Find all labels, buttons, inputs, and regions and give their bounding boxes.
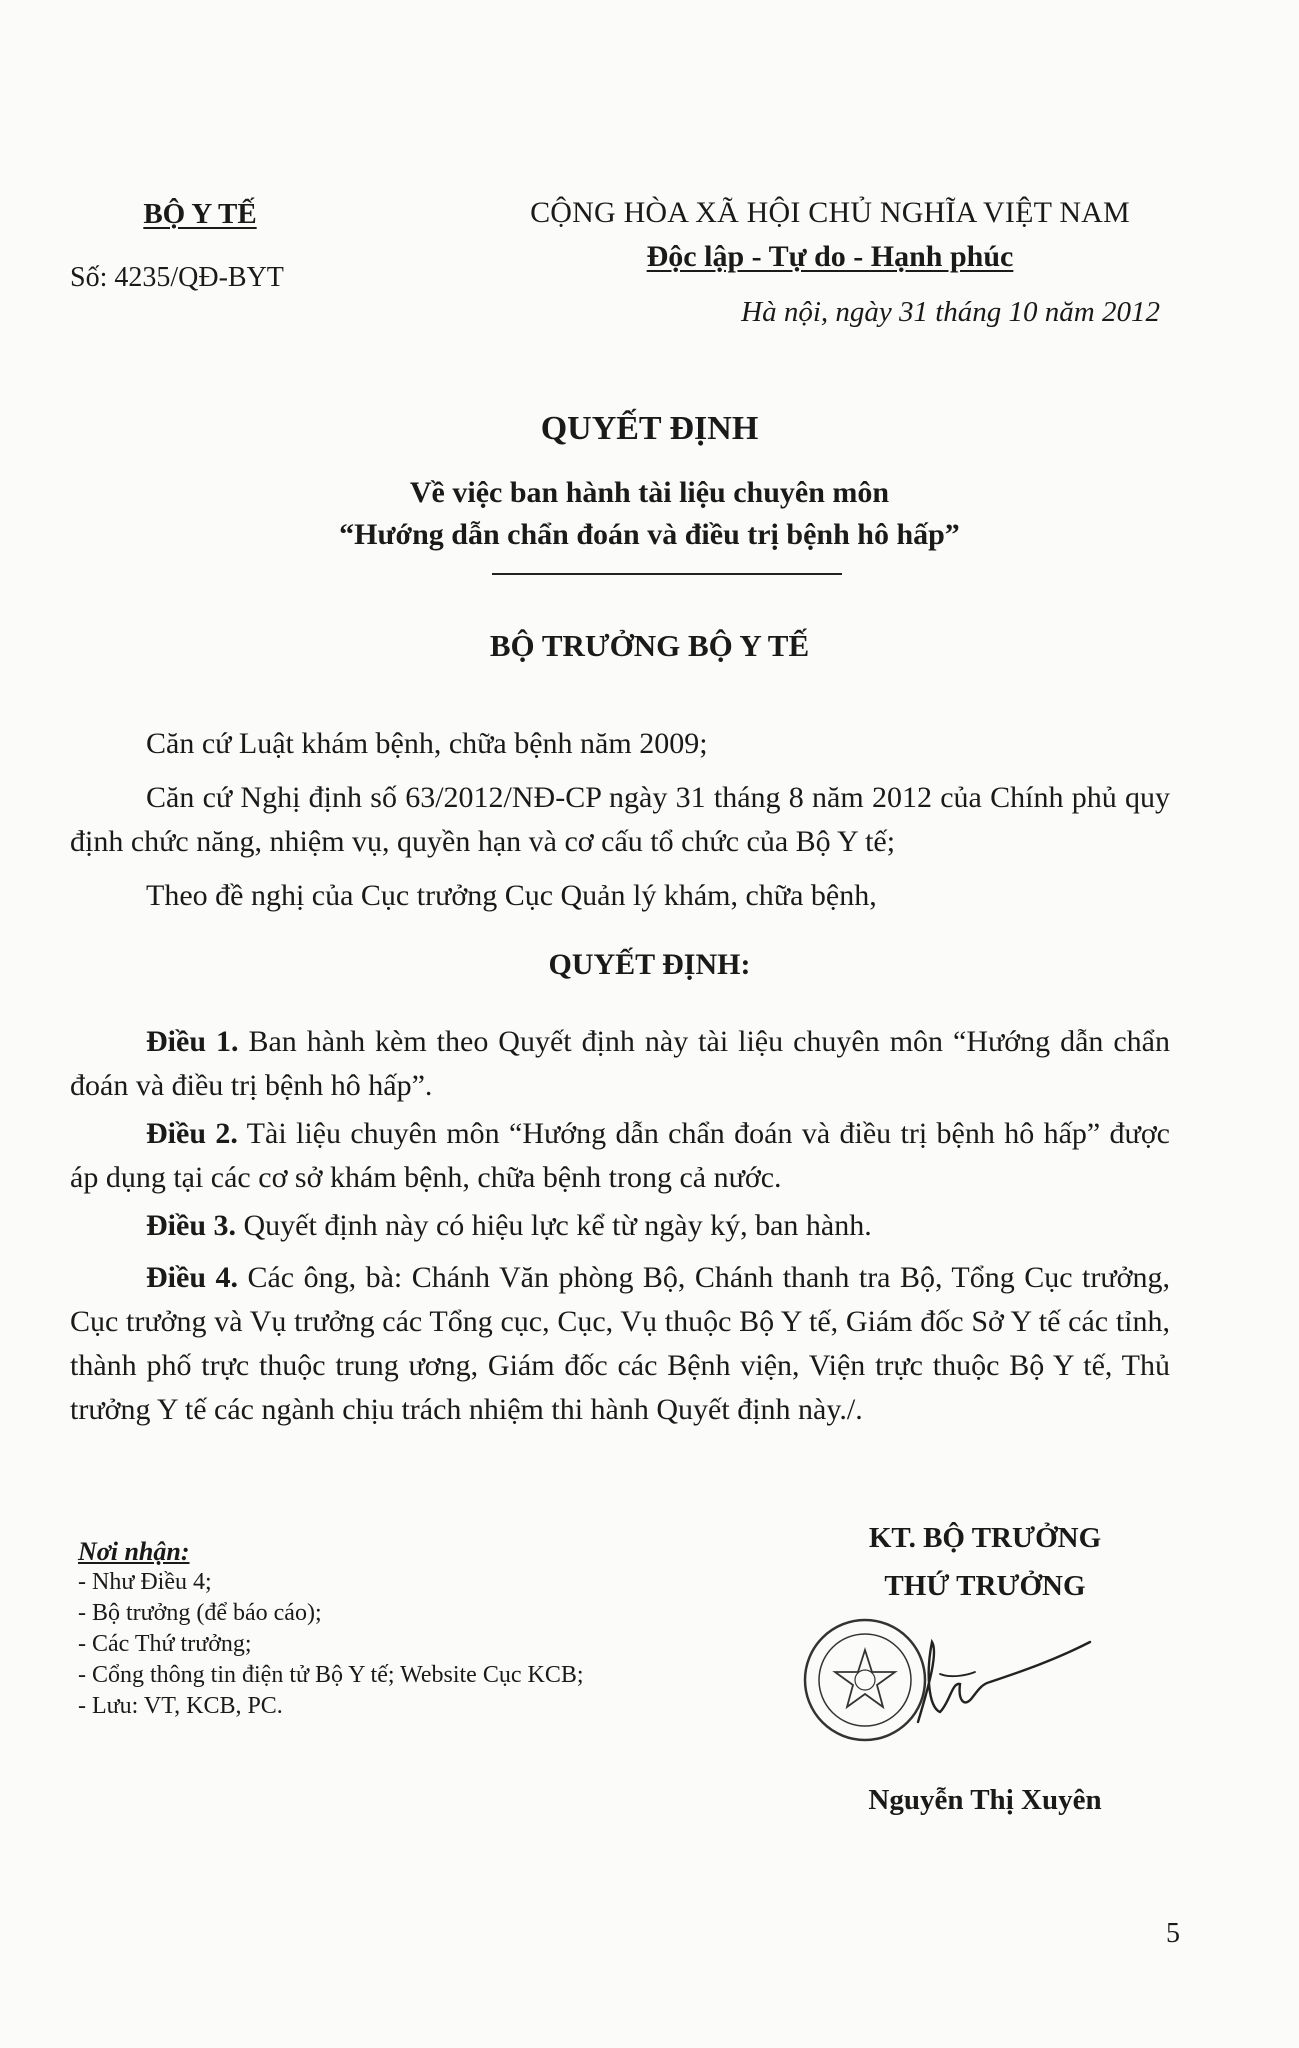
- page-number: 5: [1166, 1918, 1180, 1949]
- recipient-item: - Như Điều 4;: [78, 1569, 212, 1595]
- article-text: Ban hành kèm theo Quyết định này tài liệu chuyên môn “Hướng dẫn chẩn đoán và điều trị bệnh hô hấp”.: [70, 1025, 1170, 1102]
- seal-and-signature-icon: [800, 1612, 1100, 1752]
- article-text: Quyết định này có hiệu lực kể từ ngày ký, ban hành.: [236, 1209, 872, 1242]
- article-text: Các ông, bà: Chánh Văn phòng Bộ, Chánh thanh tra Bộ, Tổng Cục trưởng, Cục trưởng và Vụ trưởng các Tổng cục, Cục, Vụ thuộc Bộ Y tế, Giám đốc Sở Y tế các tỉnh, thành phố trực thuộc trung ương, Giám đốc các Bệnh viện, Viện trực thuộc Bộ Y tế, Thủ trưởng Y tế các ngành chịu trách nhiệm thi hành Quyết định này./.: [70, 1261, 1170, 1426]
- article-1: [70, 1020, 1170, 1108]
- subject-line-2: “Hướng dẫn chẩn đoán và điều trị bệnh hô hấp”: [339, 518, 960, 551]
- recipient-item: - Lưu: VT, KCB, PC.: [78, 1693, 283, 1719]
- recipients-heading: Nơi nhận:: [78, 1537, 190, 1566]
- document-number: Số: 4235/QĐ-BYT: [70, 262, 284, 293]
- national-title: CỘNG HÒA XÃ HỘI CHỦ NGHĨA VIỆT NAM: [530, 196, 1130, 229]
- recipients-block: [78, 1536, 778, 1722]
- article-label: Điều 3.: [146, 1209, 236, 1242]
- authority-heading: BỘ TRƯỞNG BỘ Y TẾ: [489, 628, 810, 663]
- basis-paragraph-3: Theo đề nghị của Cục trưởng Cục Quản lý khám, chữa bệnh,: [146, 879, 877, 912]
- article-2: [70, 1112, 1170, 1200]
- article-label: Điều 4.: [146, 1261, 238, 1294]
- signer-title-2: THỨ TRƯỞNG: [884, 1570, 1086, 1602]
- recipient-item: - Cổng thông tin điện tử Bộ Y tế; Website Cục KCB;: [78, 1662, 584, 1688]
- article-4: [70, 1256, 1170, 1432]
- issuing-agency: BỘ Y TẾ: [143, 198, 257, 230]
- basis-paragraph-2: Căn cứ Nghị định số 63/2012/NĐ-CP ngày 31 tháng 8 năm 2012 của Chính phủ quy định chức năng, nhiệm vụ, quyền hạn và cơ cấu tổ chức của Bộ Y tế;: [70, 781, 1170, 858]
- recipient-item: - Bộ trưởng (để báo cáo);: [78, 1600, 322, 1626]
- signer-title-1: KT. BỘ TRƯỞNG: [868, 1522, 1102, 1554]
- document-title: QUYẾT ĐỊNH: [540, 410, 759, 447]
- article-text: Tài liệu chuyên môn “Hướng dẫn chẩn đoán và điều trị bệnh hô hấp” được áp dụng tại các cơ sở khám bệnh, chữa bệnh trong cả nước.: [70, 1117, 1170, 1194]
- article-3: [70, 1204, 1170, 1248]
- issue-date: Hà nội, ngày 31 tháng 10 năm 2012: [741, 296, 1160, 328]
- subject-line-1: Về việc ban hành tài liệu chuyên môn: [409, 476, 890, 509]
- title-divider: [492, 573, 842, 575]
- article-label: Điều 1.: [146, 1025, 239, 1058]
- recipient-item: - Các Thứ trưởng;: [78, 1631, 252, 1657]
- signer-name: Nguyễn Thị Xuyên: [868, 1784, 1102, 1816]
- decides-heading: QUYẾT ĐỊNH:: [548, 948, 751, 981]
- article-label: Điều 2.: [146, 1117, 238, 1150]
- national-motto: Độc lập - Tự do - Hạnh phúc: [646, 240, 1014, 273]
- basis-paragraph-1: Căn cứ Luật khám bệnh, chữa bệnh năm 2009;: [146, 727, 708, 760]
